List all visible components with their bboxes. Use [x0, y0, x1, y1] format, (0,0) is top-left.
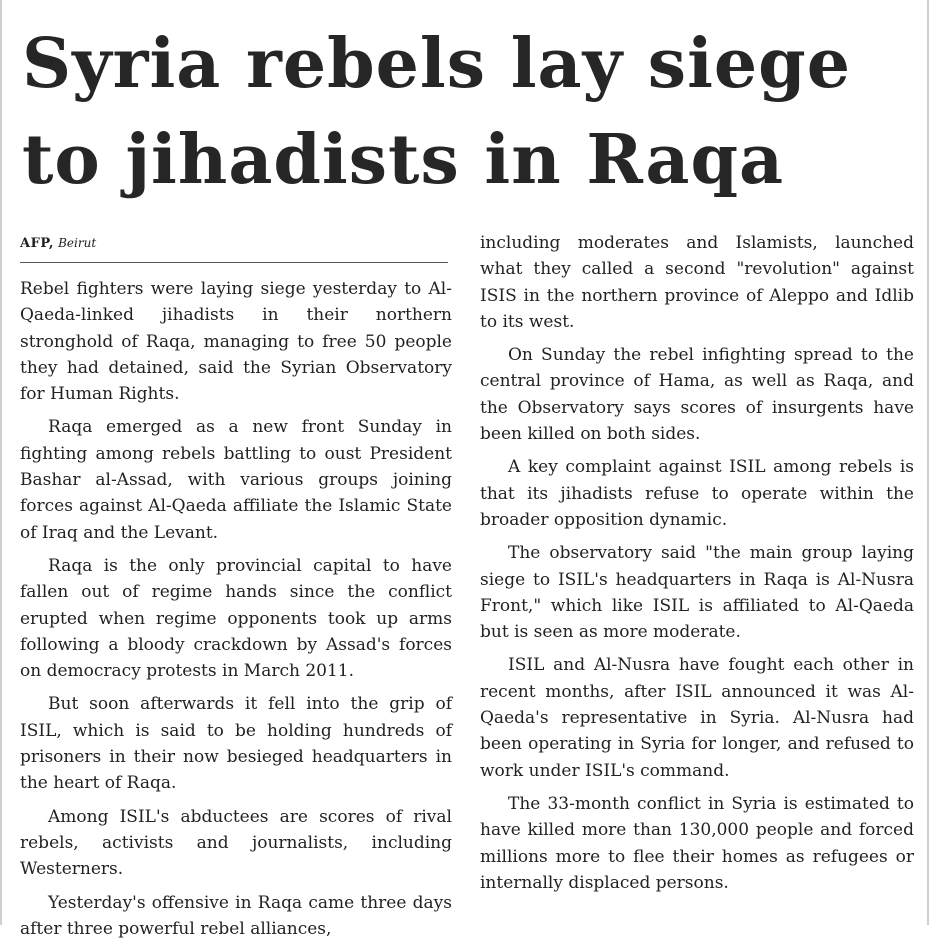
byline-agency: AFP,: [20, 236, 54, 251]
article-paragraph: including moderates and Islamists, launched what they called a second "revolution" against ISIS in the northern province of Aleppo and Idlib to its west.: [480, 233, 914, 332]
article-column-right: [480, 230, 914, 903]
byline-dateline: Beirut: [58, 236, 97, 250]
article-paragraph: On Sunday the rebel infighting spread to the central province of Hama, as well as Raqa, and the Observatory says scores of insurgents have been killed on both sides.: [480, 345, 914, 445]
article-paragraph: Raqa emerged as a new front Sunday in fighting among rebels battling to oust President Bashar al-Assad, with various groups joining forces against Al-Qaeda affiliate the Islamic State of Iraq and the Levant.: [20, 417, 452, 543]
article-paragraph: A key complaint against ISIL among rebels is that its jihadists refuse to operate within the broader opposition dynamic.: [480, 457, 914, 530]
article-paragraph: The 33-month conflict in Syria is estimated to have killed more than 130,000 people and forced millions more to flee their homes as refugees or internally displaced persons.: [480, 793, 914, 893]
headline: Syria rebels lay siege to jihadists in Raqa: [22, 24, 851, 200]
article-paragraph: But soon afterwards it fell into the grip of ISIL, which is said to be holding hundreds of prisoners in their now besieged headquarters in the heart of Raqa.: [20, 694, 452, 794]
article-paragraph: Yesterday's offensive in Raqa came three days after three powerful rebel alliances,: [20, 892, 452, 939]
article-paragraph: ISIL and Al-Nusra have fought each other in recent months, after ISIL announced it was Al-Qaeda's representative in Syria. Al-Nusra had been operating in Syria for longer, and refused to work under ISIL's command.: [480, 655, 914, 781]
byline: [20, 232, 448, 263]
article-column-left: [20, 276, 452, 949]
article-paragraph: Rebel fighters were laying siege yesterday to Al-Qaeda-linked jihadists in their northern stronghold of Raqa, managing to free 50 people they had detained, said the Syrian Observatory for Human Rights.: [20, 279, 452, 405]
article-paragraph: The observatory said "the main group laying siege to ISIL's headquarters in Raqa is Al-Nusra Front," which like ISIL is affiliated to Al-Qaeda but is seen as more moderate.: [480, 543, 914, 643]
article-paragraph: Among ISIL's abductees are scores of rival rebels, activists and journalists, including Westerners.: [20, 806, 452, 880]
article-paragraph: Raqa is the only provincial capital to have fallen out of regime hands since the conflict erupted when regime opponents took up arms following a bloody crackdown by Assad's forces on democracy protests in March 2011.: [20, 555, 452, 682]
